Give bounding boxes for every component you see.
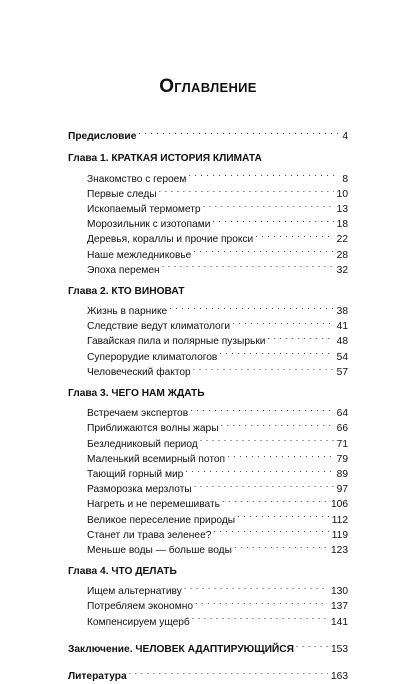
toc-entry-title: Маленький всемирный потоп: [87, 453, 226, 465]
toc-entry-title: Ископаемый термометр: [87, 203, 201, 215]
toc-entry-title: Компенсируем ущерб: [87, 616, 190, 628]
toc-entry-title: Суперорудие климатологов: [87, 351, 218, 363]
toc-entry-title: Знакомство с героем: [87, 173, 187, 185]
toc-entry-title: Человеческий фактор: [87, 366, 191, 378]
toc-entry[interactable]: [68, 401, 348, 420]
dot-leader: [194, 477, 334, 492]
dot-leader: [188, 166, 339, 181]
toc-entry-page: 48: [336, 336, 348, 348]
toc-entry[interactable]: [68, 166, 348, 185]
dot-leader: [219, 344, 333, 359]
toc-entry-title: Литература: [68, 671, 127, 682]
toc-entry-page: 28: [336, 249, 348, 261]
dot-leader: [296, 637, 328, 652]
dot-leader: [221, 416, 334, 431]
dot-leader: [203, 197, 334, 212]
chapter-heading[interactable]: Глава 4. ЧТО ДЕЛАТЬ: [68, 565, 177, 577]
dot-leader: [222, 492, 328, 507]
toc-entry-page: 57: [336, 366, 348, 378]
toc-entry-title: Первые следы: [87, 188, 157, 200]
dot-leader: [184, 579, 328, 594]
table-of-contents: [68, 124, 348, 682]
dot-leader: [237, 507, 329, 522]
page-title: Оглавление: [159, 76, 257, 97]
toc-entry-page: 97: [336, 484, 348, 496]
toc-entry-title: Станет ли трава зеленее?: [87, 529, 212, 541]
dot-leader: [234, 538, 328, 553]
dot-leader: [162, 258, 334, 273]
dot-leader: [232, 314, 334, 329]
toc-entry-title: Следствие ведут климатологи: [87, 321, 231, 333]
toc-entry-page: 119: [331, 529, 348, 541]
toc-entry-title: Меньше воды — больше воды: [87, 544, 232, 556]
toc-entry-title: Гавайская пила и полярные пузырьки: [87, 336, 266, 348]
toc-entry-title: Эпоха перемен: [87, 264, 160, 276]
chapter-heading[interactable]: Глава 2. КТО ВИНОВАТ: [68, 285, 185, 297]
toc-entry-conclusion[interactable]: [68, 637, 348, 655]
toc-entry-title: Деревья, кораллы и прочие прокси: [87, 234, 254, 246]
toc-entry-page: 71: [336, 438, 348, 450]
dot-leader: [200, 431, 334, 446]
dot-leader: [190, 401, 334, 416]
toc-entry-page: 66: [336, 423, 348, 435]
dot-leader: [193, 360, 334, 375]
toc-entry-page: 10: [336, 188, 348, 200]
toc-entry-page: 153: [331, 643, 348, 655]
toc-entry-page: 13: [336, 203, 348, 215]
toc-entry-title: Предисловие: [68, 131, 137, 143]
toc-entry-page: 79: [336, 453, 348, 465]
chapter-heading[interactable]: Глава 3. ЧЕГО НАМ ЖДАТЬ: [68, 387, 205, 399]
dot-leader: [185, 462, 333, 477]
toc-entry-page: 54: [336, 351, 348, 363]
dot-leader: [129, 664, 328, 679]
chapter-heading[interactable]: Глава 1. КРАТКАЯ ИСТОРИЯ КЛИМАТА: [68, 153, 262, 165]
toc-entry-title: Разморозка мерзлоты: [87, 484, 192, 496]
toc-entry-page: 18: [336, 219, 348, 231]
dot-leader: [267, 329, 333, 344]
toc-entry-page: 89: [336, 468, 348, 480]
toc-entry-title: Жизнь в парнике: [87, 306, 168, 318]
dot-leader: [159, 182, 334, 197]
dot-leader: [212, 212, 333, 227]
toc-entry-title: Приближаются волны жары: [87, 423, 219, 435]
toc-entry-title: Морозильник с изотопами: [87, 219, 211, 231]
toc-entry-title: Нагреть и не перемешивать: [87, 499, 220, 511]
toc-entry-title: Безледниковый период: [87, 438, 198, 450]
toc-entry-title: Великое переселение природы: [87, 514, 236, 526]
toc-entry-page: 123: [331, 544, 348, 556]
toc-entry-preface[interactable]: [68, 124, 348, 143]
toc-entry-page: 64: [336, 408, 348, 420]
toc-entry-page: 8: [342, 173, 348, 185]
dot-leader: [227, 447, 334, 462]
toc-entry-page: 41: [336, 321, 348, 333]
toc-entry-page: 130: [331, 586, 348, 598]
toc-entry-page: 112: [331, 514, 348, 526]
toc-entry[interactable]: [68, 579, 348, 598]
dot-leader: [213, 523, 328, 538]
toc-entry-title: Тающий горный мир: [87, 468, 184, 480]
dot-leader: [193, 242, 333, 257]
toc-entry-page: 141: [331, 616, 348, 628]
dot-leader: [195, 594, 328, 609]
toc-entry-page: 38: [336, 306, 348, 318]
dot-leader: [192, 609, 328, 624]
toc-entry-title: Встречаем экспертов: [87, 408, 189, 420]
toc-entry-page: 4: [342, 131, 348, 143]
toc-entry[interactable]: [68, 299, 348, 318]
toc-entry-literature[interactable]: [68, 664, 348, 682]
dot-leader: [255, 227, 333, 242]
toc-entry-page: 22: [336, 234, 348, 246]
toc-entry-page: 137: [331, 601, 348, 613]
toc-entry-title: Заключение. ЧЕЛОВЕК АДАПТИРУЮЩИЙСЯ: [68, 643, 294, 655]
toc-entry-page: 106: [331, 499, 348, 511]
toc-entry-title: Потребляем экономно: [87, 601, 194, 613]
toc-entry-title: Ищем альтернативу: [87, 586, 182, 598]
dot-leader: [138, 124, 339, 139]
toc-entry-page: 163: [331, 671, 348, 682]
toc-entry-page: 32: [336, 264, 348, 276]
toc-entry-title: Наше межледниковье: [87, 249, 192, 261]
dot-leader: [169, 299, 333, 314]
